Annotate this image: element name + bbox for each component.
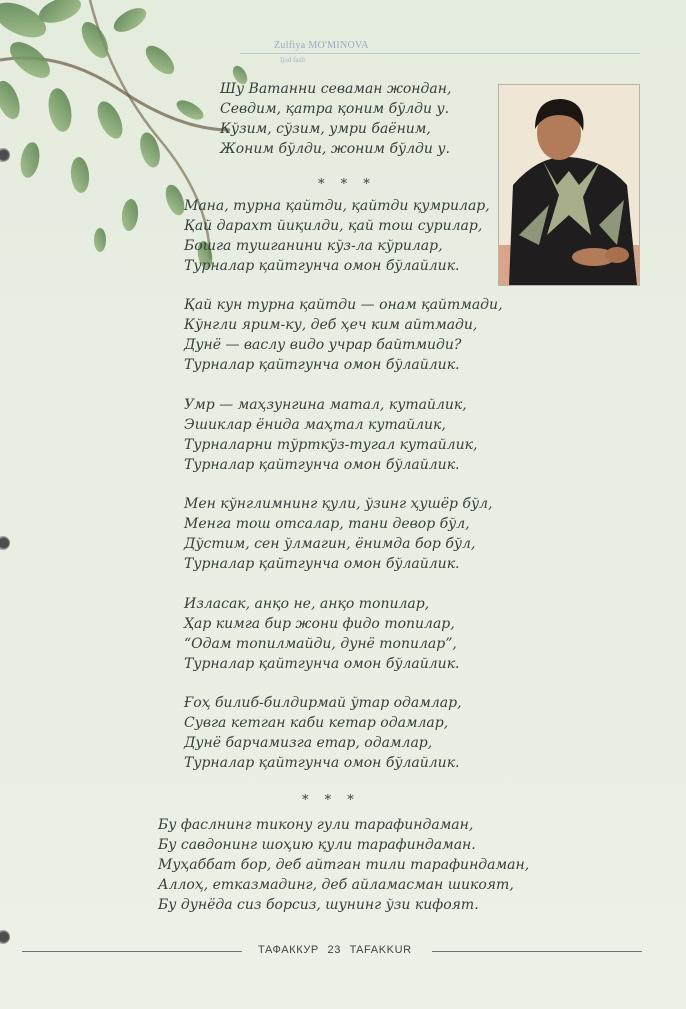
verse-line: Турналар қайтгунча омон бўлайлик. xyxy=(184,356,460,373)
verse-line: Мана, турна қайтди, қайтди қумрилар, xyxy=(184,198,490,214)
verse-line: Турналар қайтгунча омон бўлайлик. xyxy=(184,655,460,672)
verse-line: Турналар қайтгунча омон бўлайлик. xyxy=(184,456,460,473)
section-separator: * * * xyxy=(318,177,376,192)
page-footer xyxy=(22,944,642,964)
verse-line: Мен кўнглимнинг қули, ўзинг ҳушёр бўл, xyxy=(184,496,493,512)
binder-hole xyxy=(0,930,10,944)
verse-line: Турналарни тўрткўз-тугал кутайлик, xyxy=(184,436,478,453)
header-rule xyxy=(240,53,640,54)
stanza xyxy=(184,296,503,376)
verse-line: Турналар қайтгунча омон бўлайлик. xyxy=(184,754,460,771)
binder-hole xyxy=(0,536,10,550)
verse-line: Турналар қайтгунча омон бўлайлик. xyxy=(184,555,460,572)
stanza xyxy=(184,396,477,476)
verse-line: Аллоҳ, етказмадинг, деб айламасман шикоят, xyxy=(158,876,514,893)
footer-magazine-latin: TAFAKKUR xyxy=(349,944,412,956)
verse-line: Муҳаббат бор, деб айтган тили тарафиндаман, xyxy=(158,856,530,873)
stanza xyxy=(184,495,492,575)
verse-line: Дунё барчамизга етар, одамлар, xyxy=(184,734,433,751)
verse-line: Дўстим, сен ўлмагин, ёнимда бор бўл, xyxy=(184,535,476,552)
verse-line: Бу дунёда сиз борсиз, шунинг ўзи кифоят. xyxy=(158,896,479,913)
verse-line: Жоним бўлди, жоним бўлди у. xyxy=(220,140,450,157)
verse-line: Қай дарахт йиқилди, қай тош сурилар, xyxy=(184,217,483,234)
verse-line: Сувга кетган каби кетар одамлар, xyxy=(184,714,449,731)
verse-line: Қай кун турна қайтди — онам қайтмади, xyxy=(184,297,503,313)
stanza xyxy=(184,595,460,675)
verse-line: Кўнгли ярим-ку, деб ҳеч ким айтмади, xyxy=(184,316,478,333)
section-separator: * * * xyxy=(302,793,360,808)
page-number: 23 xyxy=(327,944,341,956)
footer-magazine-cyrillic: ТАФАККУР xyxy=(258,944,319,956)
verse-line: Умр — маҳзунгина матал, кутайлик, xyxy=(184,397,467,413)
verse-line: Эшиклар ёнида маҳтал кутайлик, xyxy=(184,416,446,433)
author-portrait-icon xyxy=(499,85,639,285)
verse-line: Шу Ватанни севаман жондан, xyxy=(220,81,452,97)
verse-line: Турналар қайтгунча омон бўлайлик. xyxy=(184,257,460,274)
footer-rule xyxy=(22,951,242,952)
verse-line: Менга тош отсалар, тани девор бўл, xyxy=(184,515,470,532)
footer-rule xyxy=(432,951,642,952)
verse-line: Изласак, анқо не, анқо топилар, xyxy=(184,596,430,612)
verse-line: “Одам топилмайди, дунё топилар”, xyxy=(184,635,457,652)
verse-line: Севдим, қатра қоним бўлди у. xyxy=(220,100,450,117)
stanza xyxy=(184,694,462,774)
verse-line: Ҳар кимга бир жони фидо топилар, xyxy=(184,615,455,632)
verse-line: Бу фаслнинг тикону гули тарафиндаман, xyxy=(158,817,474,833)
verse-line: Дунё — васлу видо учрар байтмиди? xyxy=(184,336,462,353)
stanza xyxy=(220,80,451,160)
author-name: Zulfiya MO'MINOVA xyxy=(274,40,369,51)
section-name: Ijod fasli xyxy=(280,56,306,64)
stanza xyxy=(184,197,490,277)
verse-line: Кўзим, сўзим, умри баёним, xyxy=(220,120,431,137)
author-photo xyxy=(498,84,640,286)
verse-line: Бу савдонинг шоҳию қули тарафиндаман. xyxy=(158,836,476,853)
stanza xyxy=(158,816,529,916)
footer-label xyxy=(258,944,417,956)
verse-line: Бошга тушганини кўз-ла кўрилар, xyxy=(184,237,443,254)
verse-line: Ғоҳ билиб-билдирмай ўтар одамлар, xyxy=(184,695,462,711)
